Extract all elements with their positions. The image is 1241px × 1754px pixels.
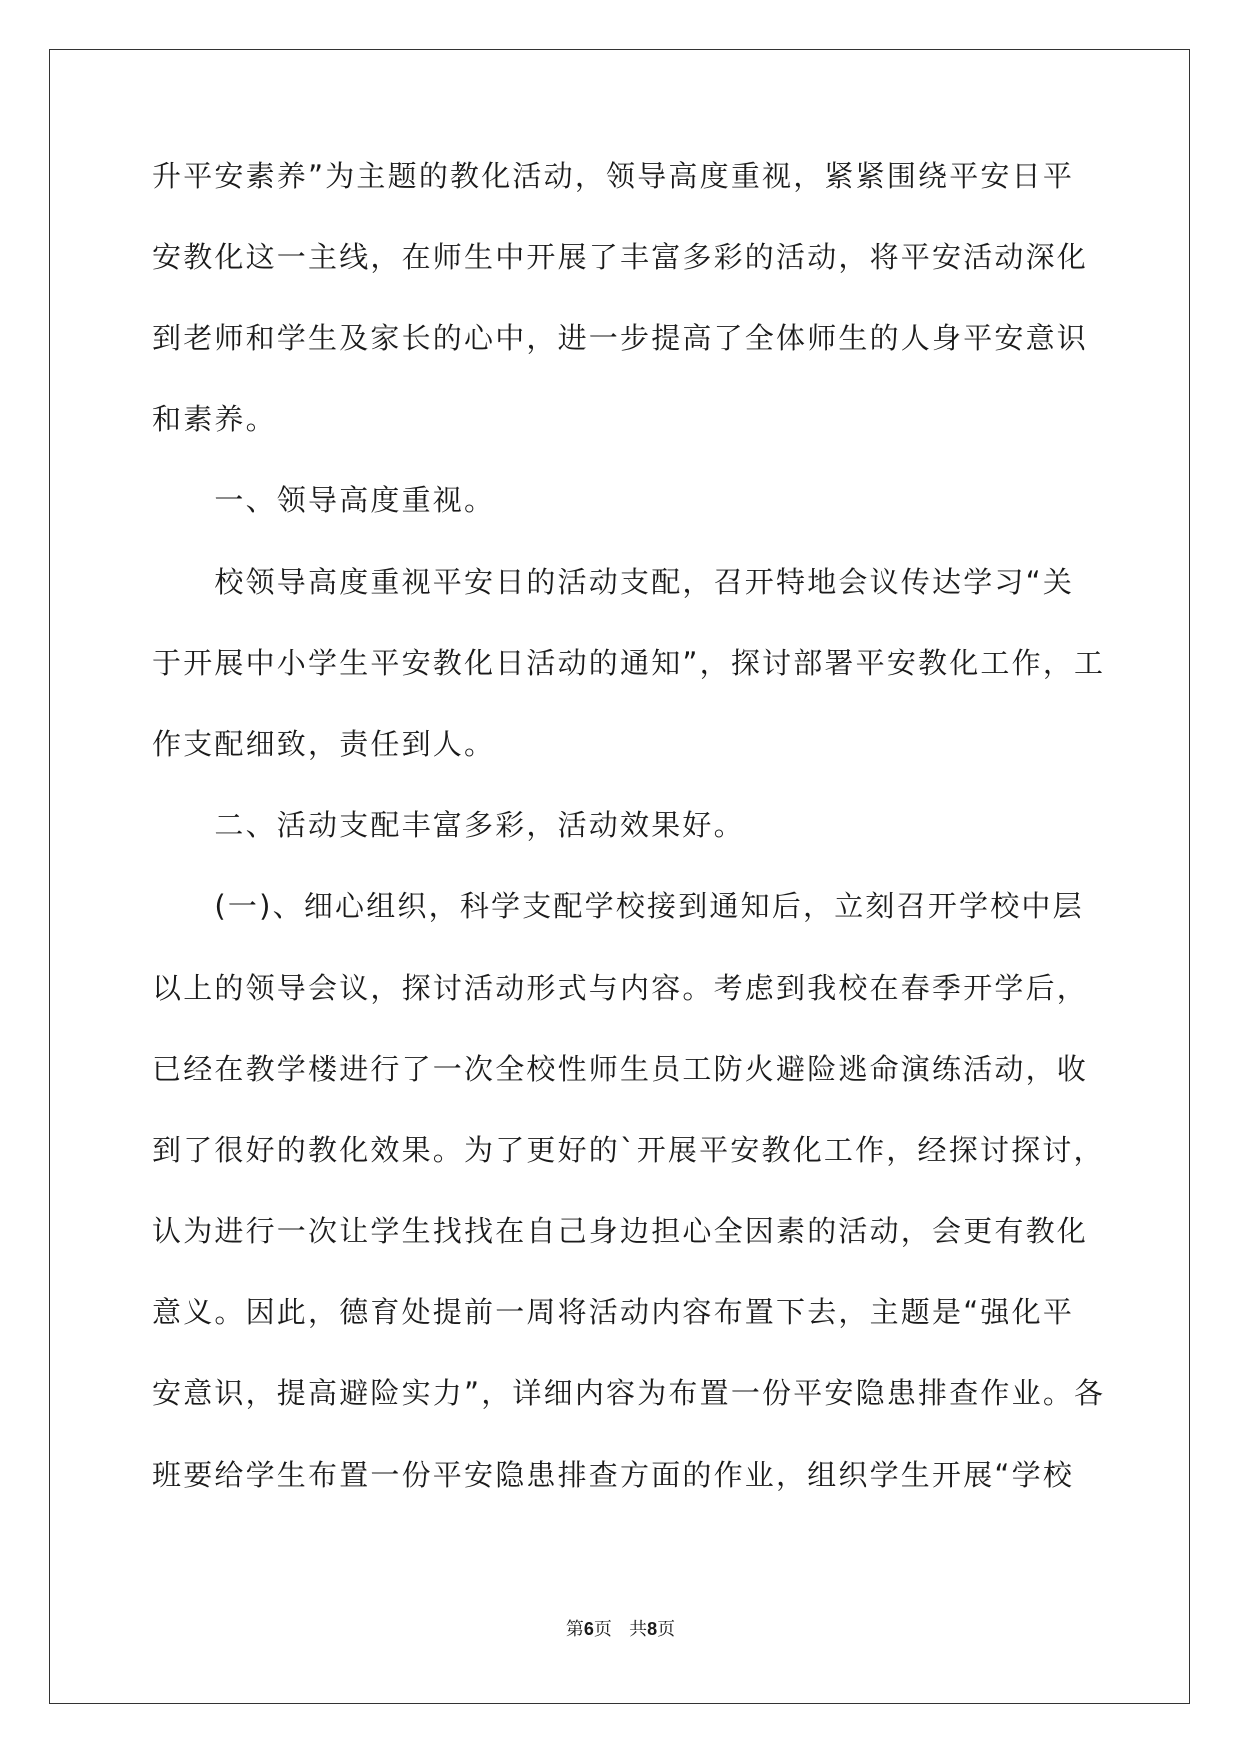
text-line: 作支配细致，责任到人。 [152,727,496,761]
text-line: 于开展中小学生平安教化日活动的通知”，探讨部署平安教化工作，工 [152,646,1106,680]
text-line: (一)、细心组织，科学支配学校接到通知后，立刻召开学校中层 [152,889,1084,923]
text-line: 校领导高度重视平安日的活动支配，召开特地会议传达学习“关 [152,565,1075,599]
text-line: 到老师和学生及家长的心中，进一步提高了全体师生的人身平安意识 [152,321,1089,355]
footer-prefix: 第 [565,1619,584,1640]
section-heading: 一、领导高度重视。 [152,483,496,517]
text-line: 升平安素养”为主题的教化活动，领导高度重视，紧紧围绕平安日平 [152,159,1075,193]
text-line: 到了很好的教化效果。为了更好的`开展平安教化工作，经探讨探讨， [152,1133,1105,1167]
footer-total-prefix: 共 [629,1619,648,1640]
text-line: 安教化这一主线，在师生中开展了丰富多彩的活动，将平安活动深化 [152,240,1089,274]
text-line: 意义。因此，德育处提前一周将活动内容布置下去，主题是“强化平 [152,1295,1075,1329]
footer-total-suffix: 页 [657,1619,676,1640]
total-pages-number: 8 [647,1619,658,1639]
text-line: 和素养。 [152,402,277,436]
current-page-number: 6 [583,1619,594,1639]
text-line: 以上的领导会议，探讨活动形式与内容。考虑到我校在春季开学后， [152,971,1089,1005]
text-line: 班要给学生布置一份平安隐患排查方面的作业，组织学生开展“学校 [152,1458,1075,1492]
footer-page-suffix: 页 [593,1619,612,1640]
page-footer [0,1617,1241,1642]
text-line: 认为进行一次让学生找找在自己身边担心全因素的活动，会更有教化 [152,1214,1089,1248]
section-heading: 二、活动支配丰富多彩，活动效果好。 [152,808,745,842]
text-line: 已经在教学楼进行了一次全校性师生员工防火避险逃命演练活动，收 [152,1052,1089,1086]
text-line: 安意识，提高避险实力”，详细内容为布置一份平安隐患排查作业。各 [152,1376,1106,1410]
